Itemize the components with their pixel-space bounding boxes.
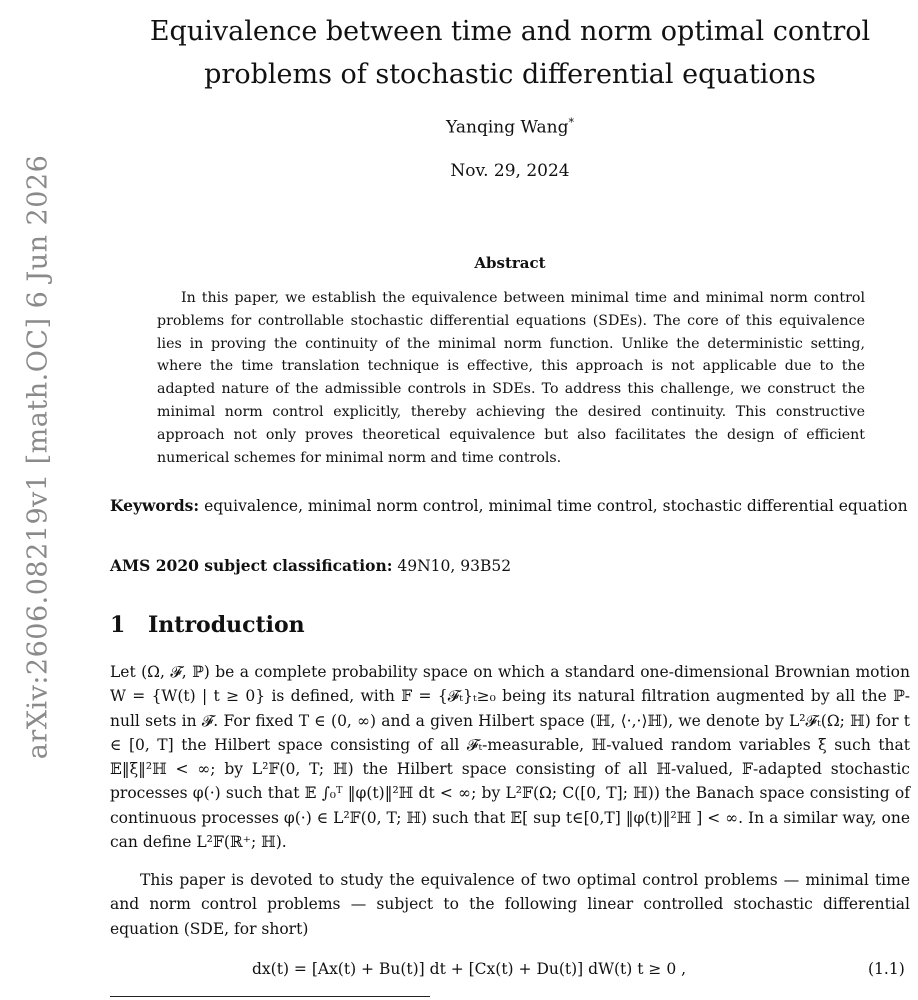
- abstract-heading: Abstract: [474, 254, 546, 272]
- ams-classification: [110, 556, 910, 575]
- section-title: Introduction: [148, 612, 305, 638]
- keywords-text: equivalence, minimal norm control, minimal time control, stochastic differential equation: [204, 497, 908, 515]
- publication-date: Nov. 29, 2024: [450, 161, 570, 181]
- arxiv-identifier: [18, 154, 58, 760]
- author-line: [110, 116, 910, 138]
- footnote-rule: [110, 996, 430, 997]
- paper-title: Equivalence between time and norm optimal control problems of stochastic differential equations: [149, 16, 871, 90]
- intro-paragraph-2: This paper is devoted to study the equivalence of two optimal control problems — minimal time and norm control problems — subject to the following linear controlled stochastic differential equation (SDE, for short): [110, 871, 910, 938]
- intro-paragraph-1: Let (Ω, 𝓕, ℙ) be a complete probability space on which a standard one-dimensional Brownian motion W = {W(t) | t ≥ 0} is defined, with 𝔽 = {𝓕ₜ}ₜ≥₀ being its natural filtration augmented by all the ℙ-null sets in 𝓕. For fixed T ∈ (0, ∞) and a given Hilbert space (ℍ, ⟨·,·⟩ℍ), we denote by L²𝓕ₜ(Ω; ℍ) for t ∈ [0, T] the Hilbert space consisting of all 𝓕ₜ-measurable, ℍ-valued random variables ξ such that 𝔼‖ξ‖²ℍ < ∞; by L²𝔽(0, T; ℍ) the Hilbert space consisting of all ℍ-valued, 𝔽-adapted stochastic processes φ(·) such that 𝔼 ∫₀ᵀ ‖φ(t)‖²ℍ dt < ∞; by L²𝔽(Ω; C([0, T]; ℍ)) the Banach space consisting of continuous processes φ(·) ∈ L²𝔽(0, T; ℍ) such that 𝔼[ sup t∈[0,T] ‖φ(t)‖²ℍ ] < ∞. In a similar way, one can define L²𝔽(ℝ⁺; ℍ).: [110, 663, 910, 852]
- abstract-text: In this paper, we establish the equivalence between minimal time and minimal norm control problems for controllable stochastic differential equations (SDEs). The core of this equivalence lies in proving the continuity of the minimal norm function. Unlike the deterministic setting, where the time translation technique is effective, this approach is not applicable due to the adapted nature of the admissible controls in SDEs. To address this challenge, we construct the minimal norm control explicitly, thereby achieving the desired continuity. This constructive approach not only proves theoretical equivalence but also facilitates the design of efficient numerical schemes for minimal norm and time controls.: [157, 290, 865, 466]
- ams-codes: 49N10, 93B52: [397, 557, 512, 575]
- arxiv-identifier-text: arXiv:2606.08219v1 [math.OC] 6 Jun 2026: [22, 154, 54, 760]
- section-number: 1: [110, 612, 126, 638]
- author-name: Yanqing Wang: [445, 117, 569, 138]
- keywords: [110, 494, 910, 518]
- keywords-label: Keywords:: [110, 496, 200, 515]
- author-footnote-mark: *: [568, 116, 574, 129]
- equation-1-1: dx(t) = [Ax(t) + Bu(t)] dt + [Cx(t) + Du(t)] dW(t) t ≥ 0 ,: [252, 960, 687, 978]
- ams-label: AMS 2020 subject classification:: [110, 556, 393, 575]
- equation-label: (1.1): [868, 960, 905, 978]
- section-heading: [110, 612, 305, 638]
